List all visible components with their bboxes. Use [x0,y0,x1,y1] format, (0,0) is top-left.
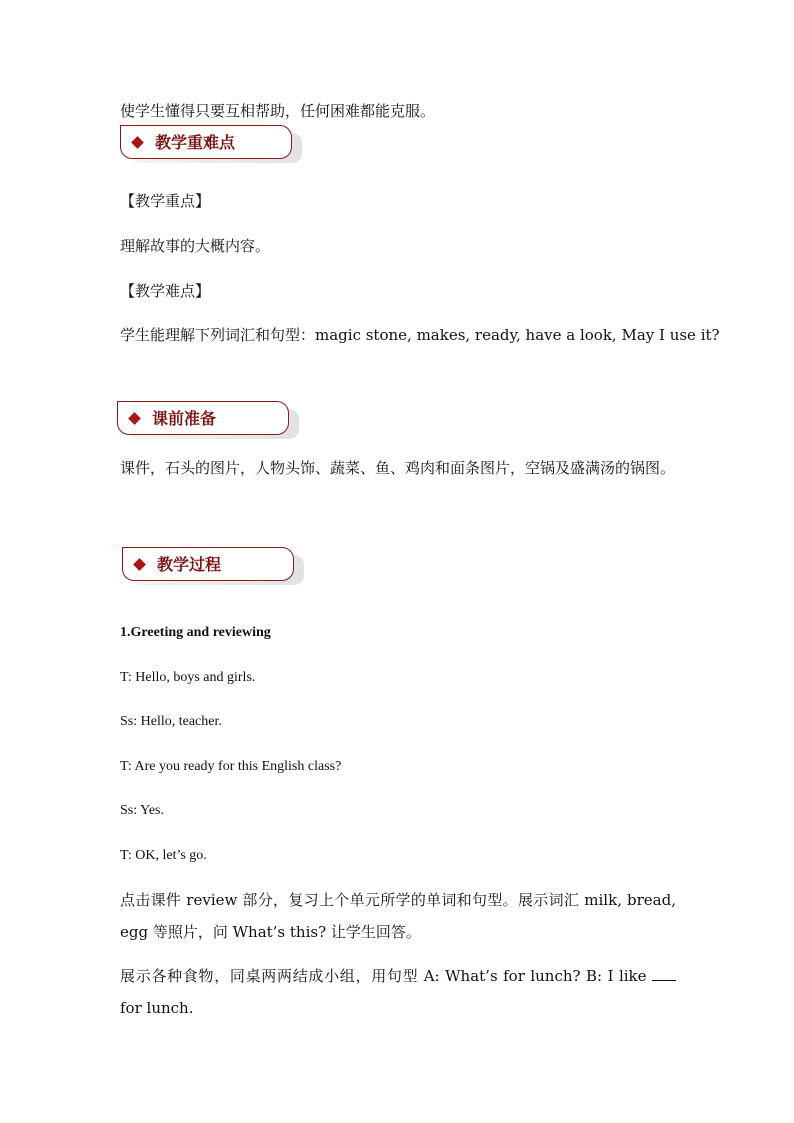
heading-label: 教学重难点 [155,133,236,152]
intro-tail-text: 使学生懂得只要互相帮助，任何困难都能克服。 [120,102,436,120]
dialogue-line: Ss: Hello, teacher. [120,714,222,729]
practice-text [120,960,676,1024]
dialogue-line: T: Are you ready for this English class? [120,759,342,774]
dialogue-line: T: Hello, boys and girls. [120,670,256,685]
dialogue-line: T: OK, let’s go. [120,848,207,863]
practice-text-after: for lunch. [120,999,194,1017]
heading-label: 教学过程 [157,555,222,574]
diamond-bullet-icon [133,558,146,571]
key-point-label: 【教学重点】 [120,192,211,210]
review-text: 点击课件 review 部分，复习上个单元所学的单词和句型。展示词汇 milk, bread, egg 等照片，问 What’s this? 让学生回答。 [120,891,676,941]
practice-text-before: 展示各种食物，同桌两两结成小组，用句型 A: What’s for lunch? B: I like [120,967,652,985]
section-heading-key-difficult [120,125,310,161]
preparation-text: 课件，石头的图片，人物头饰、蔬菜、鱼、鸡肉和面条图片，空锅及盛满汤的锅图。 [120,459,676,477]
dialogue-line: Ss: Yes. [120,803,164,818]
section-heading-preparation [117,401,307,437]
difficult-point-label: 【教学难点】 [120,282,211,300]
heading-label: 课前准备 [152,409,217,428]
key-point-text: 理解故事的大概内容。 [120,237,271,255]
heading-box [120,125,292,159]
diamond-bullet-icon [128,412,141,425]
section-heading-process [122,547,312,583]
heading-box [117,401,289,435]
fill-blank [652,968,676,981]
step1-title: 1.Greeting and reviewing [120,625,271,640]
diamond-bullet-icon [131,136,144,149]
difficult-point-text: 学生能理解下列词汇和句型：magic stone, makes, ready, have a look, May I use it? [120,326,720,344]
heading-box [122,547,294,581]
